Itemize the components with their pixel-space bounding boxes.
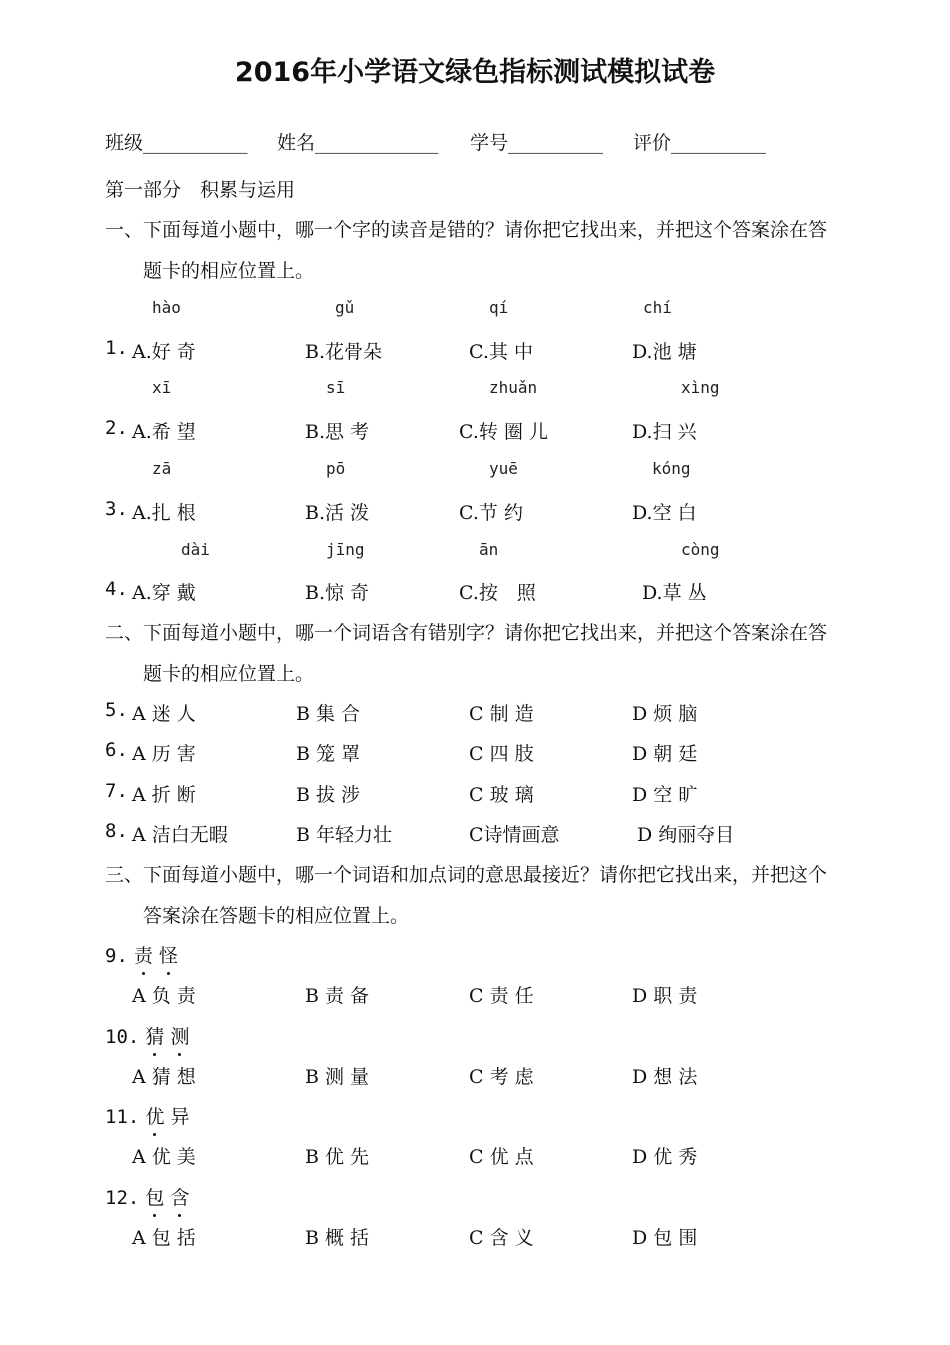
pinyin-label: dài xyxy=(181,540,210,559)
answer-option[interactable]: B 测 量 xyxy=(305,1066,370,1088)
pinyin-label: sī xyxy=(326,378,346,397)
page-title: 2016年小学语文绿色指标测试模拟试卷 xyxy=(234,57,716,88)
class-field[interactable]: 班级___________ xyxy=(105,132,248,154)
pinyin-label: yuē xyxy=(489,459,518,478)
pinyin-label: zhuǎn xyxy=(489,378,538,397)
question-number: 9. xyxy=(105,945,128,967)
answer-option[interactable]: B.惊 奇 xyxy=(305,582,370,604)
answer-option[interactable]: B 笼 罩 xyxy=(296,743,361,765)
answer-option[interactable]: D.空 白 xyxy=(632,502,697,524)
pinyin-label: còng xyxy=(681,540,720,559)
answer-option[interactable]: B 优 先 xyxy=(305,1146,370,1168)
pinyin-label: gǔ xyxy=(335,298,355,317)
question-number: 5. xyxy=(105,699,128,721)
answer-option[interactable]: D.池 塘 xyxy=(632,341,697,363)
answer-option[interactable]: A 迷 人 xyxy=(132,703,196,725)
question-number: 3. xyxy=(105,498,128,520)
answer-option[interactable]: D.草 丛 xyxy=(642,582,707,604)
dotted-character: 测 xyxy=(170,1022,189,1049)
answer-option[interactable]: A.好 奇 xyxy=(132,341,196,363)
answer-option[interactable]: C 含 义 xyxy=(469,1227,534,1249)
answer-option[interactable]: A 折 断 xyxy=(132,784,196,806)
dotted-character: 猜 xyxy=(145,1022,164,1049)
question-number: 7. xyxy=(105,780,128,802)
answer-option[interactable]: B.活 泼 xyxy=(305,502,370,524)
answer-option[interactable]: B 年轻力壮 xyxy=(296,824,393,846)
rating-field[interactable]: 评价__________ xyxy=(633,132,767,154)
answer-option[interactable]: A 优 美 xyxy=(132,1146,196,1168)
answer-option[interactable]: D 想 法 xyxy=(632,1066,698,1088)
question-number: 6. xyxy=(105,739,128,761)
answer-option[interactable]: C 制 造 xyxy=(469,703,534,725)
dotted-character: 责 xyxy=(134,941,153,968)
question-stem xyxy=(105,1183,189,1210)
student-number-field[interactable]: 学号__________ xyxy=(470,132,604,154)
section1-instruction-cont: 题卡的相应位置上。 xyxy=(143,260,315,282)
pinyin-label: xìng xyxy=(681,378,720,397)
question-number: 8. xyxy=(105,820,128,842)
answer-option[interactable]: B 拔 涉 xyxy=(296,784,361,806)
answer-option[interactable]: A.希 望 xyxy=(132,421,196,443)
answer-option[interactable]: D 烦 脑 xyxy=(632,703,698,725)
question-character: 异 xyxy=(170,1106,190,1128)
answer-option[interactable]: C.转 圈 儿 xyxy=(459,421,548,443)
answer-option[interactable]: D 空 旷 xyxy=(632,784,698,806)
name-field[interactable]: 姓名_____________ xyxy=(277,132,439,154)
section1-instruction: 一、下面每道小题中，哪一个字的读音是错的？请你把它找出来，并把这个答案涂在答 xyxy=(105,219,828,241)
answer-option[interactable]: A 洁白无暇 xyxy=(132,824,228,846)
question-number: 11. xyxy=(105,1106,140,1128)
answer-option[interactable]: C 优 点 xyxy=(469,1146,534,1168)
section2-instruction: 二、下面每道小题中，哪一个词语含有错别字？请你把它找出来，并把这个答案涂在答 xyxy=(105,622,828,644)
section3-instruction: 三、下面每道小题中，哪一个词语和加点词的意思最接近？请你把它找出来，并把这个 xyxy=(105,864,828,886)
question-number: 12. xyxy=(105,1187,140,1209)
pinyin-label: xī xyxy=(152,378,172,397)
pinyin-label: pō xyxy=(326,459,346,478)
answer-option[interactable]: C 责 任 xyxy=(469,985,534,1007)
answer-option[interactable]: C.其 中 xyxy=(469,341,533,363)
pinyin-label: chí xyxy=(643,298,672,317)
answer-option[interactable]: A.扎 根 xyxy=(132,502,196,524)
answer-option[interactable]: A 猜 想 xyxy=(132,1066,196,1088)
answer-option[interactable]: B.思 考 xyxy=(305,421,370,443)
section2-instruction-cont: 题卡的相应位置上。 xyxy=(143,663,315,685)
answer-option[interactable]: B.花骨朵 xyxy=(305,341,383,363)
question-stem xyxy=(105,941,178,968)
answer-option[interactable]: B 集 合 xyxy=(296,703,361,725)
dotted-character: 含 xyxy=(170,1183,189,1210)
dotted-character: 怪 xyxy=(159,941,178,968)
answer-option[interactable]: A 包 括 xyxy=(132,1227,196,1249)
question-number: 2. xyxy=(105,417,128,439)
answer-option[interactable]: D 朝 廷 xyxy=(632,743,698,765)
answer-option[interactable]: C 四 肢 xyxy=(469,743,534,765)
answer-option[interactable]: D 优 秀 xyxy=(632,1146,698,1168)
pinyin-label: kóng xyxy=(652,459,691,478)
question-number: 1. xyxy=(105,337,128,359)
answer-option[interactable]: C诗情画意 xyxy=(469,824,560,846)
answer-option[interactable]: D 包 围 xyxy=(632,1227,698,1249)
question-number: 4. xyxy=(105,578,128,600)
answer-option[interactable]: C.节 约 xyxy=(459,502,523,524)
dotted-character: 包 xyxy=(145,1183,164,1210)
pinyin-label: zā xyxy=(152,459,172,478)
part-heading: 第一部分 积累与运用 xyxy=(105,179,296,201)
answer-option[interactable]: A 历 害 xyxy=(132,743,196,765)
answer-option[interactable]: D.扫 兴 xyxy=(632,421,697,443)
answer-option[interactable]: B 概 括 xyxy=(305,1227,370,1249)
pinyin-label: jīng xyxy=(326,540,365,559)
answer-option[interactable]: A 负 责 xyxy=(132,985,196,1007)
pinyin-label: hào xyxy=(152,298,181,317)
question-stem xyxy=(105,1102,189,1129)
answer-option[interactable]: C 考 虑 xyxy=(469,1066,534,1088)
answer-option[interactable]: D 绚丽夺目 xyxy=(637,824,735,846)
answer-option[interactable]: C 玻 璃 xyxy=(469,784,534,806)
answer-option[interactable]: D 职 责 xyxy=(632,985,698,1007)
answer-option[interactable]: C.按 照 xyxy=(459,582,536,604)
dotted-character: 优 xyxy=(145,1102,164,1129)
question-stem xyxy=(105,1022,189,1049)
question-number: 10. xyxy=(105,1026,140,1048)
answer-option[interactable]: B 责 备 xyxy=(305,985,370,1007)
answer-option[interactable]: A.穿 戴 xyxy=(132,582,196,604)
pinyin-label: ān xyxy=(479,540,499,559)
section3-instruction-cont: 答案涂在答题卡的相应位置上。 xyxy=(143,905,410,927)
pinyin-label: qí xyxy=(489,298,509,317)
